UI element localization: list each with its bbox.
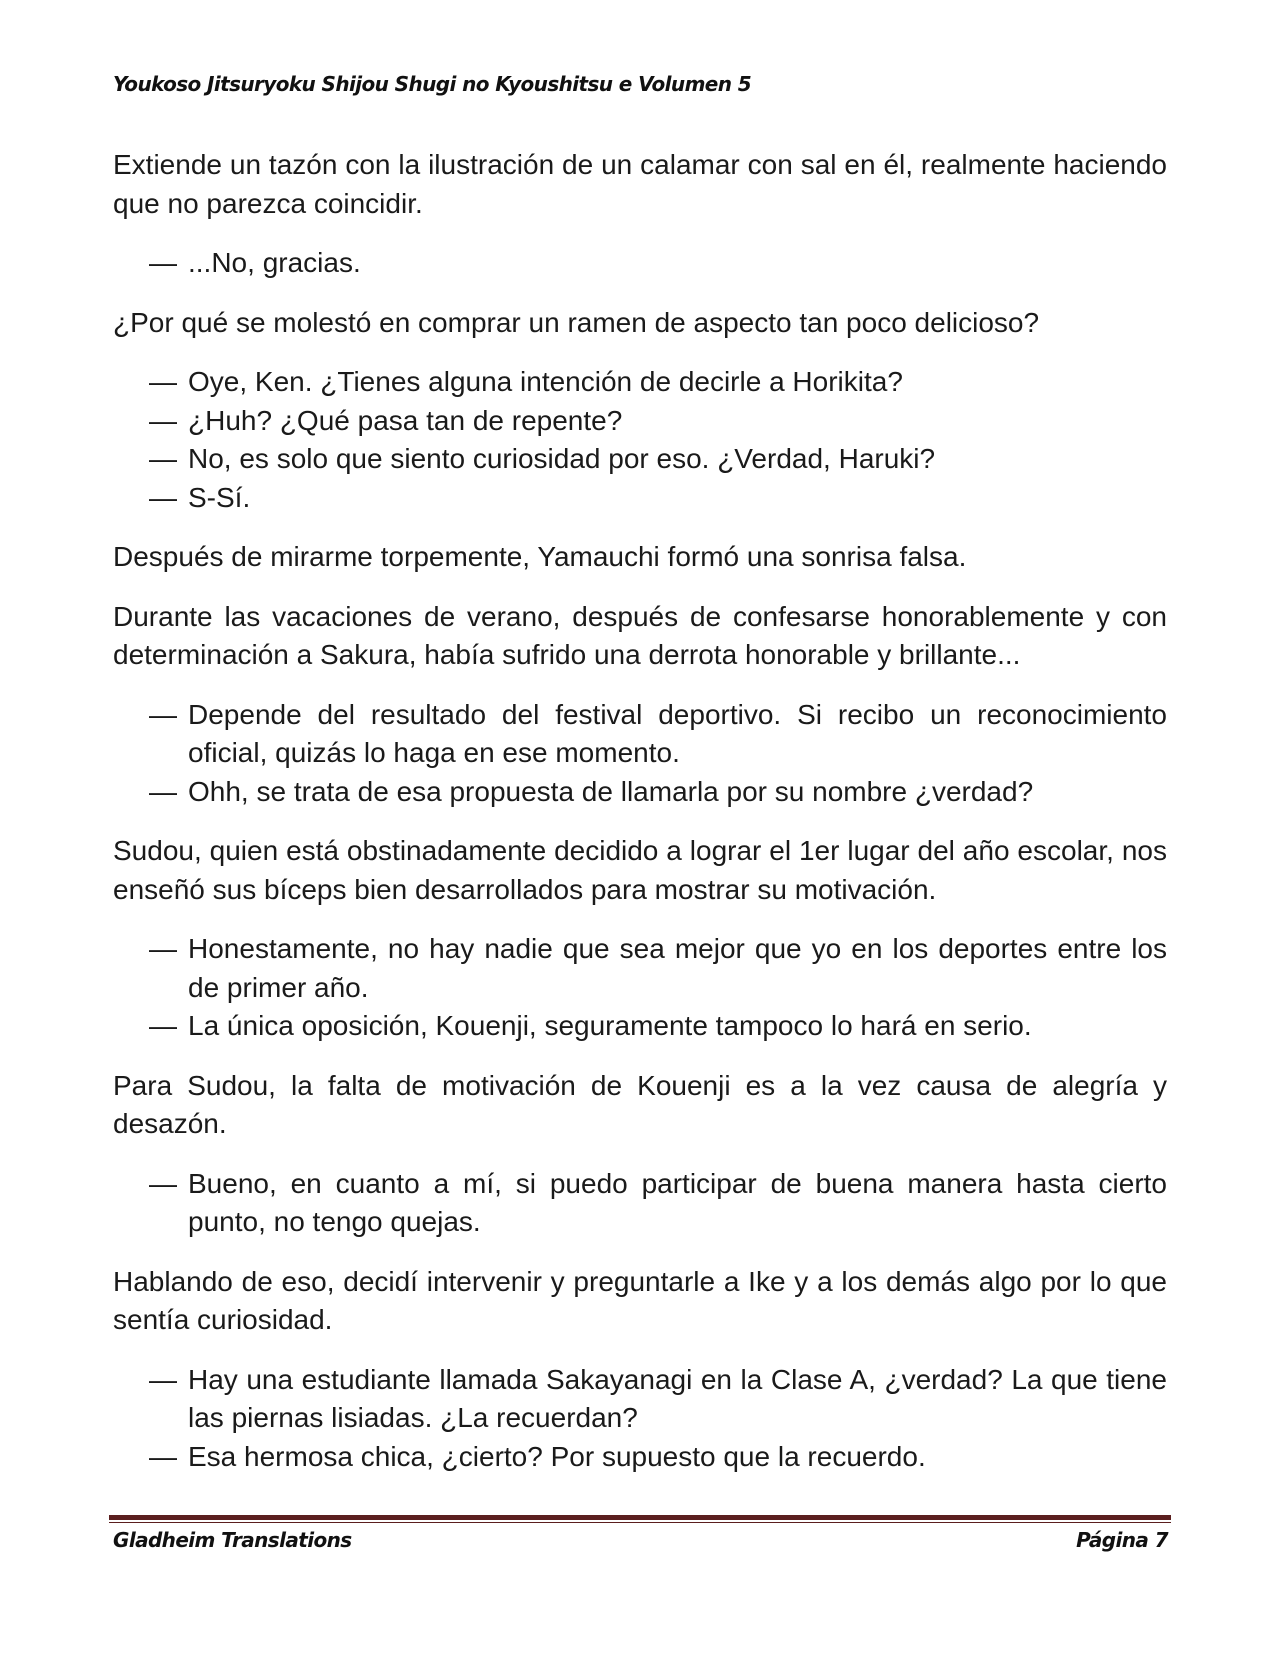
dialogue-dash: — [149, 366, 177, 397]
dialogue-dash: — [149, 443, 177, 474]
dialogue-line [113, 930, 1167, 1007]
dialogue-line [113, 696, 1167, 773]
paragraph: Sudou, quien está obstinadamente decidido a lograr el 1er lugar del año escolar, nos enseñó sus bíceps bien desarrollados para mostrar su motivación. [113, 835, 1167, 905]
page-number: Página 7 [1076, 1528, 1168, 1552]
dialogue-line [113, 1361, 1167, 1438]
dialogue-text: Honestamente, no hay nadie que sea mejor que yo en los deportes entre los de primer año. [188, 933, 1167, 1003]
dialogue-line [113, 440, 1167, 479]
dialogue-text: Hay una estudiante llamada Sakayanagi en la Clase A, ¿verdad? La que tiene las piernas lisiadas. ¿La recuerdan? [188, 1363, 1167, 1433]
dialogue-block [113, 244, 1167, 283]
dialogue-block [113, 363, 1167, 517]
document-body [113, 146, 1167, 1497]
paragraph: Extiende un tazón con la ilustración de un calamar con sal en él, realmente haciendo que no parezca coincidir. [113, 149, 1167, 219]
dialogue-dash: — [149, 404, 177, 436]
dialogue-text: ...No, gracias. [188, 247, 361, 278]
dialogue-line [113, 1165, 1167, 1242]
dialogue-text: Ohh, se trata de esa propuesta de llamarla por su nombre ¿verdad? [188, 775, 1034, 807]
dialogue-line [113, 244, 1167, 283]
dialogue-block [113, 1361, 1167, 1477]
dialogue-dash: — [149, 481, 177, 513]
dialogue-block [113, 696, 1167, 812]
dialogue-block [113, 930, 1167, 1046]
page-header-title: Youkoso Jitsuryoku Shijou Shugi no Kyoushitsu e Volumen 5 [113, 72, 752, 96]
paragraph: Durante las vacaciones de verano, después de confesarse honorablemente y con determinación a Sakura, había sufrido una derrota honorable y brillante... [113, 600, 1167, 670]
dialogue-line [113, 402, 1167, 441]
dialogue-line [113, 773, 1167, 812]
footer-divider [109, 1515, 1171, 1523]
paragraph: Después de mirarme torpemente, Yamauchi formó una sonrisa falsa. [113, 541, 967, 572]
dialogue-text: Esa hermosa chica, ¿cierto? Por supuesto que la recuerdo. [188, 1440, 926, 1472]
dialogue-dash: — [149, 1167, 177, 1199]
dialogue-text: S-Sí. [188, 481, 251, 513]
dialogue-dash: — [149, 933, 177, 964]
dialogue-text: La única oposición, Kouenji, seguramente tampoco lo hará en serio. [188, 1010, 1032, 1041]
paragraph: ¿Por qué se molestó en comprar un ramen de aspecto tan poco delicioso? [113, 306, 1040, 338]
dialogue-text: Bueno, en cuanto a mí, si puedo participar de buena manera hasta cierto punto, no tengo quejas. [188, 1167, 1167, 1237]
dialogue-dash: — [149, 775, 177, 807]
dialogue-dash: — [149, 1440, 177, 1472]
dialogue-dash: — [149, 247, 177, 278]
dialogue-line [113, 363, 1167, 402]
dialogue-line [113, 1007, 1167, 1046]
dialogue-text: ¿Huh? ¿Qué pasa tan de repente? [188, 404, 623, 436]
dialogue-block [113, 1165, 1167, 1242]
dialogue-dash: — [149, 1010, 177, 1041]
dialogue-text: Depende del resultado del festival deportivo. Si recibo un reconocimiento oficial, quizás lo haga en ese momento. [188, 698, 1167, 768]
paragraph: Para Sudou, la falta de motivación de Kouenji es a la vez causa de alegría y desazón. [113, 1069, 1167, 1139]
dialogue-line [113, 479, 1167, 518]
dialogue-line [113, 1438, 1167, 1477]
dialogue-dash: — [149, 698, 177, 730]
dialogue-dash: — [149, 1363, 177, 1395]
dialogue-text: Oye, Ken. ¿Tienes alguna intención de decirle a Horikita? [188, 366, 903, 397]
paragraph: Hablando de eso, decidí intervenir y preguntarle a Ike y a los demás algo por lo que sentía curiosidad. [113, 1265, 1167, 1335]
footer-publisher: Gladheim Translations [113, 1528, 352, 1552]
dialogue-text: No, es solo que siento curiosidad por eso. ¿Verdad, Haruki? [188, 443, 936, 474]
